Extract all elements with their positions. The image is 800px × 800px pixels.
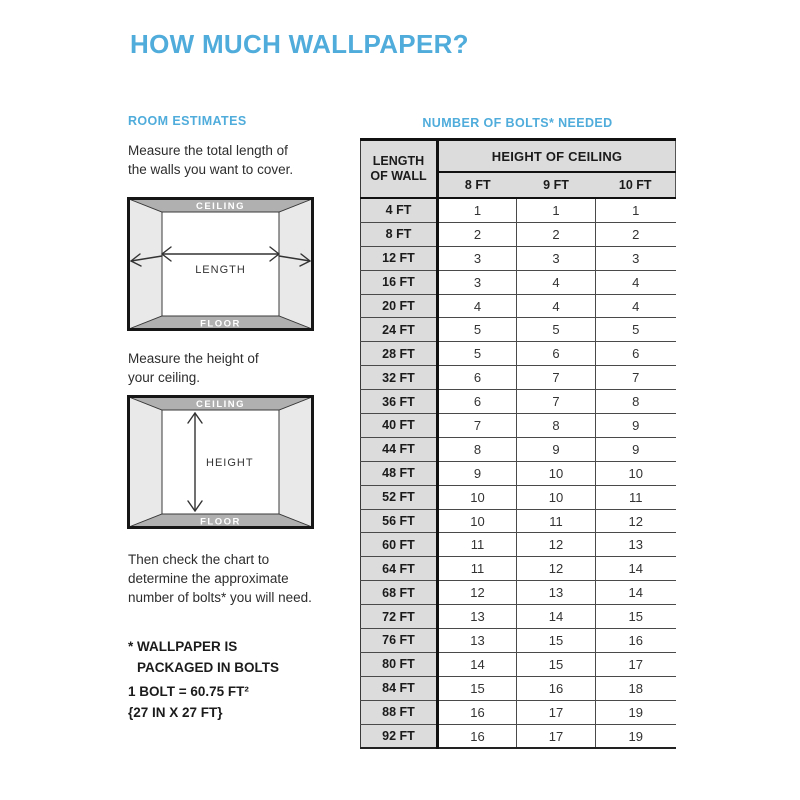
wall-length-label: 60 FT <box>361 533 438 557</box>
bolt-count-cell: 16 <box>517 676 596 700</box>
text-line: * WALLPAPER IS <box>128 639 238 654</box>
table-row <box>361 700 676 724</box>
text-line: OF WALL <box>370 169 427 183</box>
text-line: PACKAGED IN BOLTS <box>137 660 280 675</box>
bolt-count-cell: 16 <box>438 724 517 748</box>
wall-length-label: 52 FT <box>361 485 438 509</box>
instruction-check-chart <box>128 550 312 607</box>
wall-length-label: 24 FT <box>361 318 438 342</box>
bolt-count-cell: 4 <box>596 294 676 318</box>
bolt-count-cell: 7 <box>517 390 596 414</box>
wall-length-label: 92 FT <box>361 724 438 748</box>
table-row <box>361 461 676 485</box>
room-estimates-heading: ROOM ESTIMATES <box>128 114 247 128</box>
table-row <box>361 676 676 700</box>
bolts-table <box>360 138 676 749</box>
ceiling-label: CEILING <box>195 201 246 212</box>
bolt-count-cell: 6 <box>438 366 517 390</box>
table-row <box>361 246 676 270</box>
wall-length-label: 72 FT <box>361 605 438 629</box>
ceiling-label: CEILING <box>195 399 246 410</box>
table-row <box>361 533 676 557</box>
bolt-count-cell: 1 <box>517 198 596 222</box>
bolt-count-cell: 4 <box>596 270 676 294</box>
bolt-count-cell: 4 <box>517 270 596 294</box>
table-row <box>361 318 676 342</box>
bolt-count-cell: 14 <box>438 652 517 676</box>
bolt-count-cell: 3 <box>596 246 676 270</box>
length-of-wall-header <box>361 140 438 199</box>
bolt-count-cell: 6 <box>596 342 676 366</box>
table-row <box>361 509 676 533</box>
table-row <box>361 485 676 509</box>
table-row <box>361 581 676 605</box>
bolt-count-cell: 11 <box>438 533 517 557</box>
table-row <box>361 342 676 366</box>
wall-length-label: 48 FT <box>361 461 438 485</box>
bolt-count-cell: 6 <box>438 390 517 414</box>
wall-length-label: 84 FT <box>361 676 438 700</box>
bolt-count-cell: 12 <box>596 509 676 533</box>
room-height-diagram <box>127 395 314 529</box>
bolt-count-cell: 3 <box>517 246 596 270</box>
bolt-count-cell: 11 <box>596 485 676 509</box>
table-row <box>361 557 676 581</box>
wall-length-label: 8 FT <box>361 222 438 246</box>
bolt-count-cell: 19 <box>596 724 676 748</box>
text-line: {27 IN X 27 FT} <box>128 705 223 720</box>
text-line: 1 BOLT = 60.75 FT² <box>128 684 249 699</box>
table-row <box>361 222 676 246</box>
bolts-table-heading: NUMBER OF BOLTS* NEEDED <box>422 116 613 130</box>
text-line: LENGTH <box>372 154 425 168</box>
bolts-table-body <box>361 198 676 748</box>
height-of-ceiling-header: HEIGHT OF CEILING <box>438 140 676 173</box>
text-line: your ceiling. <box>128 370 201 385</box>
bolt-count-cell: 2 <box>517 222 596 246</box>
left-wall <box>129 397 162 527</box>
text-line: the walls you want to cover. <box>128 162 294 177</box>
table-row <box>361 294 676 318</box>
table-row <box>361 270 676 294</box>
floor-label: FLOOR <box>200 516 241 528</box>
bolt-count-cell: 3 <box>438 270 517 294</box>
bolt-count-cell: 18 <box>596 676 676 700</box>
table-row <box>361 605 676 629</box>
table-row <box>361 724 676 748</box>
bolt-count-cell: 11 <box>517 509 596 533</box>
bolt-count-cell: 7 <box>596 366 676 390</box>
text-line: number of bolts* you will need. <box>128 590 312 605</box>
bolt-count-cell: 1 <box>473 202 482 218</box>
text-line: Measure the total length of <box>128 143 288 158</box>
bolt-count-cell: 17 <box>596 652 676 676</box>
wall-length-label: 20 FT <box>361 294 438 318</box>
bolt-count-cell: 13 <box>438 629 517 653</box>
wall-length-label: 12 FT <box>361 246 438 270</box>
col-header-10ft: 10 FT <box>596 172 676 198</box>
wall-length-label: 36 FT <box>361 390 438 414</box>
table-row <box>361 198 676 222</box>
bolt-count-cell: 7 <box>517 366 596 390</box>
col-header-8ft: 8 FT <box>438 172 517 198</box>
bolt-count-cell: 17 <box>517 700 596 724</box>
wall-length-label: 4 FT <box>361 198 438 222</box>
wall-length-label: 32 FT <box>361 366 438 390</box>
bolt-count-cell: 8 <box>517 414 596 438</box>
bolt-count-cell: 12 <box>438 581 517 605</box>
bolt-count-cell: 9 <box>438 461 517 485</box>
wall-length-label: 80 FT <box>361 652 438 676</box>
table-row <box>361 414 676 438</box>
bolt-count-cell: 17 <box>517 724 596 748</box>
bolt-count-cell: 4 <box>517 294 596 318</box>
right-wall <box>279 199 312 329</box>
bolt-count-cell: 10 <box>438 509 517 533</box>
bolt-count-cell: 10 <box>596 461 676 485</box>
wall-length-label: 56 FT <box>361 509 438 533</box>
bolt-count-cell: 3 <box>438 246 517 270</box>
bolt-count-cell: 16 <box>438 700 517 724</box>
wall-length-label: 76 FT <box>361 629 438 653</box>
bolt-count-cell: 8 <box>438 437 517 461</box>
table-row <box>361 629 676 653</box>
wall-length-label: 64 FT <box>361 557 438 581</box>
bolt-count-cell: 5 <box>438 342 517 366</box>
bolt-count-cell: 13 <box>596 533 676 557</box>
bolt-count-cell: 13 <box>438 605 517 629</box>
wall-length-label: 28 FT <box>361 342 438 366</box>
instruction-measure-height <box>128 349 259 387</box>
bolt-count-cell: 8 <box>596 390 676 414</box>
bolt-count-cell: 5 <box>596 318 676 342</box>
bolt-count-cell: 15 <box>517 652 596 676</box>
bolt-count-cell: 14 <box>596 557 676 581</box>
bolt-size-note <box>128 681 249 723</box>
bolt-count-cell: 5 <box>517 318 596 342</box>
bolt-count-cell: 12 <box>517 557 596 581</box>
left-wall <box>129 199 162 329</box>
bolt-count-cell: 4 <box>438 294 517 318</box>
bolt-count-cell: 5 <box>438 318 517 342</box>
bolt-count-cell: 2 <box>438 222 517 246</box>
room-length-diagram <box>127 197 314 331</box>
floor-label: FLOOR <box>200 318 241 330</box>
wall-length-label: 16 FT <box>361 270 438 294</box>
bolt-count-cell: 10 <box>517 461 596 485</box>
wall-length-label: 88 FT <box>361 700 438 724</box>
height-label: HEIGHT <box>206 457 254 469</box>
bolt-count-cell: 9 <box>517 437 596 461</box>
table-row <box>361 390 676 414</box>
bolt-count-cell: 1 <box>596 198 676 222</box>
bolt-count-cell: 7 <box>438 414 517 438</box>
wall-length-label: 44 FT <box>361 437 438 461</box>
table-row <box>361 366 676 390</box>
length-label: LENGTH <box>195 264 246 276</box>
bolt-count-cell: 16 <box>596 629 676 653</box>
bolt-count-cell: 15 <box>596 605 676 629</box>
bolt-count-cell: 12 <box>517 533 596 557</box>
text-line: Then check the chart to <box>128 552 270 567</box>
bolt-count-cell: 15 <box>517 629 596 653</box>
bolt-count-cell: 9 <box>596 437 676 461</box>
col-header-9ft: 9 FT <box>517 172 596 198</box>
bolt-count-cell: 2 <box>596 222 676 246</box>
text-line: Measure the height of <box>128 351 259 366</box>
bolt-count-cell: 19 <box>596 700 676 724</box>
bolt-count-cell: 10 <box>438 485 517 509</box>
wall-length-label: 40 FT <box>361 414 438 438</box>
text-line: determine the approximate <box>128 571 289 586</box>
bolt-count-cell: 11 <box>438 557 517 581</box>
right-wall <box>279 397 312 527</box>
bolt-count-cell: 13 <box>517 581 596 605</box>
bolt-count-cell: 15 <box>438 676 517 700</box>
bolt-count-cell: 14 <box>596 581 676 605</box>
bolt-count-cell: 14 <box>517 605 596 629</box>
table-row <box>361 437 676 461</box>
wall-length-label: 68 FT <box>361 581 438 605</box>
table-header-row <box>361 140 676 173</box>
wallpaper-bolts-footnote <box>128 636 279 678</box>
bolt-count-cell: 10 <box>517 485 596 509</box>
bolt-count-cell: 9 <box>596 414 676 438</box>
table-row <box>361 652 676 676</box>
page-title: HOW MUCH WALLPAPER? <box>130 29 469 59</box>
instruction-measure-length <box>128 141 293 179</box>
bolt-count-cell: 6 <box>517 342 596 366</box>
